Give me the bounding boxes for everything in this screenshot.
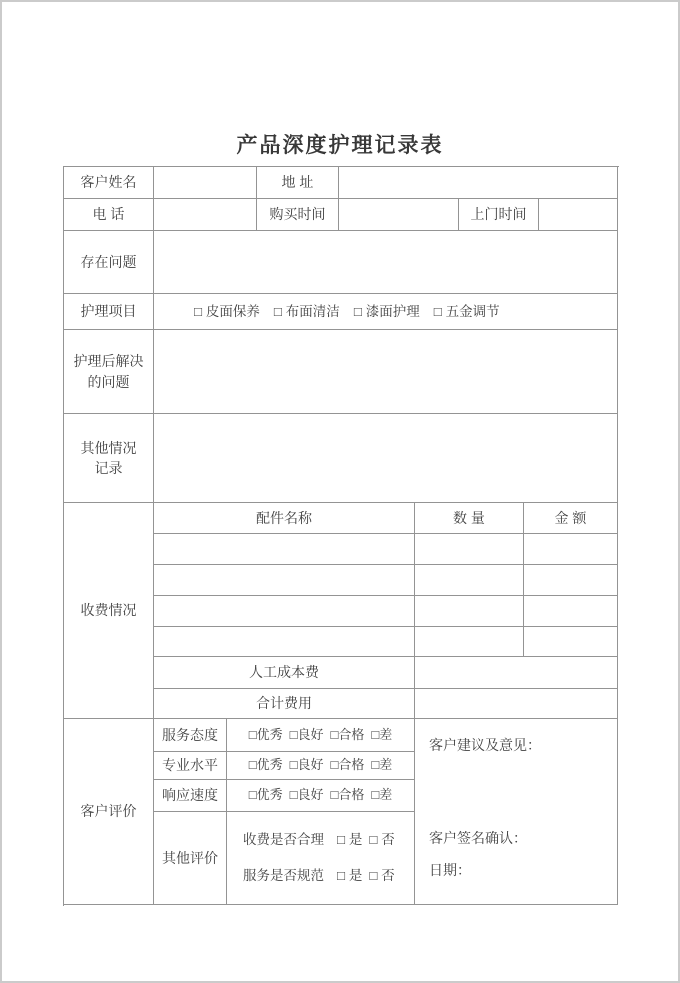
checkbox-good[interactable]: □良好 — [289, 726, 324, 742]
checkbox-pass[interactable]: □合格 — [330, 787, 365, 803]
checkbox-hardware-adjust[interactable]: □ 五金调节 — [433, 303, 500, 319]
solved-problems-label — [64, 330, 154, 414]
service-attitude-label: 服务态度 — [154, 719, 227, 752]
checkbox-service-no[interactable]: □ 否 — [369, 868, 395, 884]
other-record-label — [64, 414, 154, 503]
checkbox-pass[interactable]: □合格 — [330, 726, 365, 742]
checkbox-excellent[interactable]: □优秀 — [248, 726, 283, 742]
quantity-input-3[interactable] — [415, 596, 524, 627]
checkbox-poor[interactable]: □差 — [371, 787, 393, 803]
part-name-input-3[interactable] — [154, 596, 415, 627]
total-cost-input[interactable] — [415, 689, 618, 719]
amount-header: 金 额 — [524, 503, 618, 534]
quantity-input-4[interactable] — [415, 627, 524, 657]
service-standard-question: 服务是否规范 — [243, 868, 324, 884]
fee-reasonable-question: 收费是否合理 — [243, 832, 324, 848]
visit-time-input[interactable] — [539, 199, 618, 231]
signature-label: 客户签名确认： — [429, 830, 527, 846]
purchase-time-label: 购买时间 — [257, 199, 339, 231]
evaluation-right-cell[interactable] — [415, 719, 618, 905]
date-label: 日期： — [429, 862, 471, 878]
care-items-options — [154, 294, 618, 330]
labor-cost-input[interactable] — [415, 657, 618, 689]
address-input[interactable] — [339, 167, 618, 199]
quantity-input-1[interactable] — [415, 534, 524, 565]
problems-label: 存在问题 — [64, 231, 154, 294]
labor-cost-label: 人工成本费 — [154, 657, 415, 689]
other-evaluation-label: 其他评价 — [154, 812, 227, 905]
total-cost-label: 合计费用 — [154, 689, 415, 719]
checkbox-paint-care[interactable]: □ 漆面护理 — [353, 303, 420, 319]
part-name-input-2[interactable] — [154, 565, 415, 596]
solved-problems-label-line1: 护理后解决 — [73, 353, 144, 370]
checkbox-fee-no[interactable]: □ 否 — [369, 832, 395, 848]
purchase-time-input[interactable] — [339, 199, 459, 231]
customer-name-input[interactable] — [154, 167, 257, 199]
checkbox-pass[interactable]: □合格 — [330, 757, 365, 773]
response-speed-label: 响应速度 — [154, 780, 227, 812]
other-evaluation-questions — [227, 812, 415, 905]
professional-level-label: 专业水平 — [154, 752, 227, 780]
fee-reasonable-row — [243, 830, 402, 850]
amount-input-4[interactable] — [524, 627, 618, 657]
other-record-label-line1: 其他情况 — [80, 439, 137, 456]
checkbox-fee-yes[interactable]: □ 是 — [337, 832, 363, 848]
checkbox-leather-care[interactable]: □ 皮面保养 — [194, 303, 260, 319]
part-name-input-4[interactable] — [154, 627, 415, 657]
solved-problems-input[interactable] — [154, 330, 618, 414]
page-title: 产品深度护理记录表 — [236, 134, 444, 157]
amount-input-3[interactable] — [524, 596, 618, 627]
part-name-input-1[interactable] — [154, 534, 415, 565]
service-attitude-options — [227, 719, 415, 752]
phone-label: 电 话 — [64, 199, 154, 231]
phone-input[interactable] — [154, 199, 257, 231]
problems-input[interactable] — [154, 231, 618, 294]
checkbox-good[interactable]: □良好 — [289, 757, 324, 773]
checkbox-good[interactable]: □良好 — [289, 787, 324, 803]
solved-problems-label-line2: 的问题 — [87, 373, 130, 390]
care-record-table — [63, 166, 619, 906]
checkbox-poor[interactable]: □差 — [371, 757, 393, 773]
checkbox-service-yes[interactable]: □ 是 — [337, 868, 363, 884]
checkbox-excellent[interactable]: □优秀 — [248, 787, 283, 803]
charges-label: 收费情况 — [64, 503, 154, 719]
professional-level-options — [227, 752, 415, 780]
response-speed-options — [227, 780, 415, 812]
quantity-header: 数 量 — [415, 503, 524, 534]
address-label: 地 址 — [257, 167, 339, 199]
quantity-input-2[interactable] — [415, 565, 524, 596]
other-record-input[interactable] — [154, 414, 618, 503]
evaluation-label: 客户评价 — [64, 719, 154, 905]
amount-input-2[interactable] — [524, 565, 618, 596]
visit-time-label: 上门时间 — [459, 199, 539, 231]
suggestion-label: 客户建议及意见： — [429, 737, 541, 753]
other-record-label-line2: 记录 — [94, 460, 123, 476]
checkbox-poor[interactable]: □差 — [371, 726, 393, 742]
part-name-header: 配件名称 — [154, 503, 415, 534]
checkbox-fabric-clean[interactable]: □ 布面清洁 — [273, 303, 340, 319]
amount-input-1[interactable] — [524, 534, 618, 565]
service-standard-row — [243, 866, 402, 886]
care-items-label: 护理项目 — [64, 294, 154, 330]
customer-name-label: 客户姓名 — [64, 167, 154, 199]
checkbox-excellent[interactable]: □优秀 — [248, 757, 283, 773]
